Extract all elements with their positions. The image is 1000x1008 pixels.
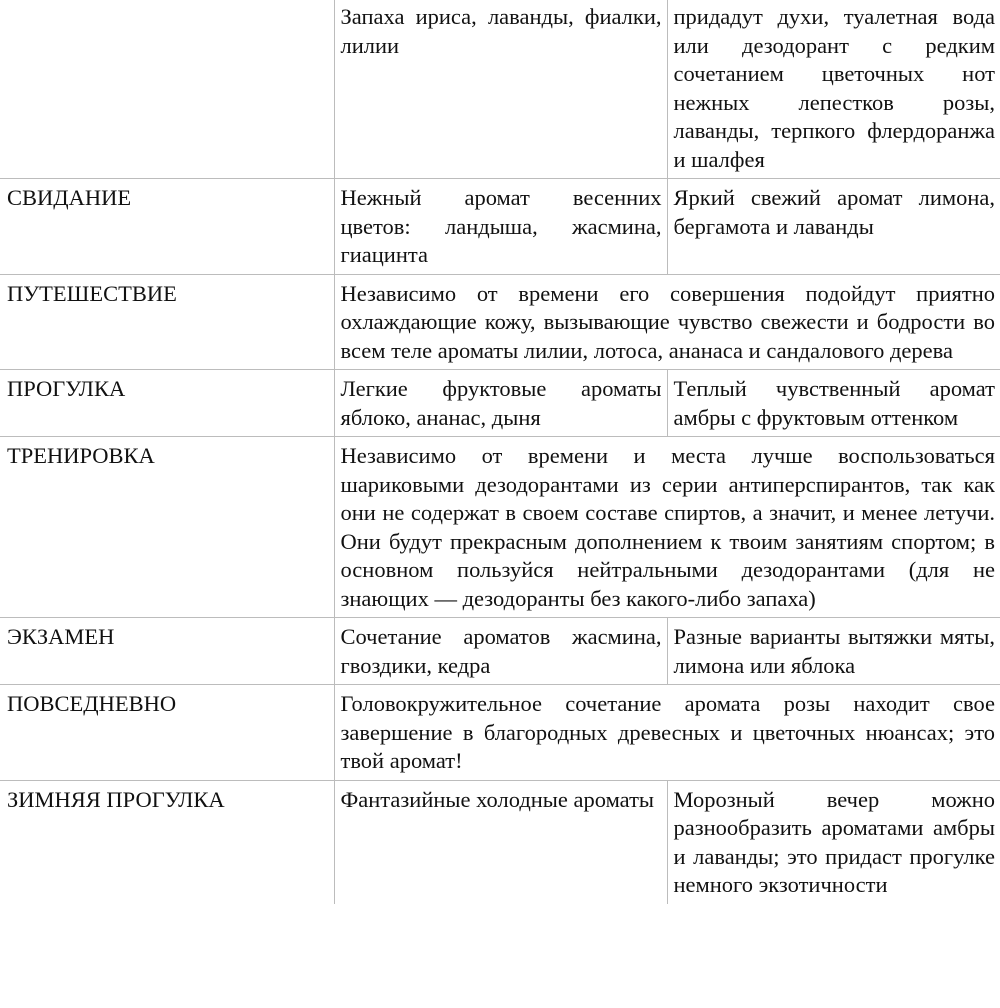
table-row: [0, 274, 1000, 370]
occasion-cell: [0, 0, 334, 179]
table-row: [0, 179, 1000, 275]
aroma-cell: Запаха ириса, лаванды, фиалки, лилии: [334, 0, 667, 179]
table-row: [0, 437, 1000, 618]
aroma-cell-merged: Независимо от времени его совершения подойдут приятно охлаждающие кожу, вызывающие чувство свежести и бодрости во всем теле ароматы лилии, лотоса, ананаса и сандалового дерева: [334, 274, 1000, 370]
table-row: [0, 618, 1000, 685]
occasion-cell: ЗИМНЯЯ ПРОГУЛКА: [0, 780, 334, 904]
aroma-cell: Сочетание ароматов жасмина, гвоздики, кедра: [334, 618, 667, 685]
aroma-cell: Теплый чувственный аромат амбры с фруктовым оттенком: [667, 370, 1000, 437]
occasion-cell: ПОВСЕДНЕВНО: [0, 685, 334, 781]
aroma-cell: Морозный вечер можно разнообразить ароматами амбры и лаванды; это придаст прогулке немного экзотичности: [667, 780, 1000, 904]
aroma-cell: Легкие фруктовые ароматы яблоко, ананас, дыня: [334, 370, 667, 437]
table-row: [0, 0, 1000, 179]
aroma-cell: Нежный аромат весенних цветов: ландыша, жасмина, гиацинта: [334, 179, 667, 275]
aroma-cell: Фантазийные холодные ароматы: [334, 780, 667, 904]
table-row: [0, 370, 1000, 437]
occasion-cell: ПУТЕШЕСТВИЕ: [0, 274, 334, 370]
occasion-cell: ЭКЗАМЕН: [0, 618, 334, 685]
aroma-cell-merged: Независимо от времени и места лучше воспользоваться шариковыми дезодорантами из серии антиперспирантов, так как они не содержат в своем составе спиртов, а значит, и менее летучи. Они будут прекрасным дополнением к твоим занятиям спортом; в основном пользуйся нейтральными дезодорантами (для не знающих — дезодоранты без какого-либо запаха): [334, 437, 1000, 618]
occasion-cell: ПРОГУЛКА: [0, 370, 334, 437]
table-row: [0, 685, 1000, 781]
table-row: [0, 780, 1000, 904]
aroma-cell-merged: Головокружительное сочетание аромата розы находит свое завершение в благородных древесных и цветочных нюансах; это твой аромат!: [334, 685, 1000, 781]
occasion-cell: ТРЕНИРОВКА: [0, 437, 334, 618]
aroma-cell: Яркий свежий аромат лимона, бергамота и лаванды: [667, 179, 1000, 275]
aroma-cell: Разные варианты вытяжки мяты, лимона или яблока: [667, 618, 1000, 685]
aroma-cell: придадут духи, туалетная вода или дезодорант с редким сочетанием цветочных нот нежных лепестков розы, лаванды, терпкого флердоранжа и шалфея: [667, 0, 1000, 179]
occasion-cell: СВИДАНИЕ: [0, 179, 334, 275]
